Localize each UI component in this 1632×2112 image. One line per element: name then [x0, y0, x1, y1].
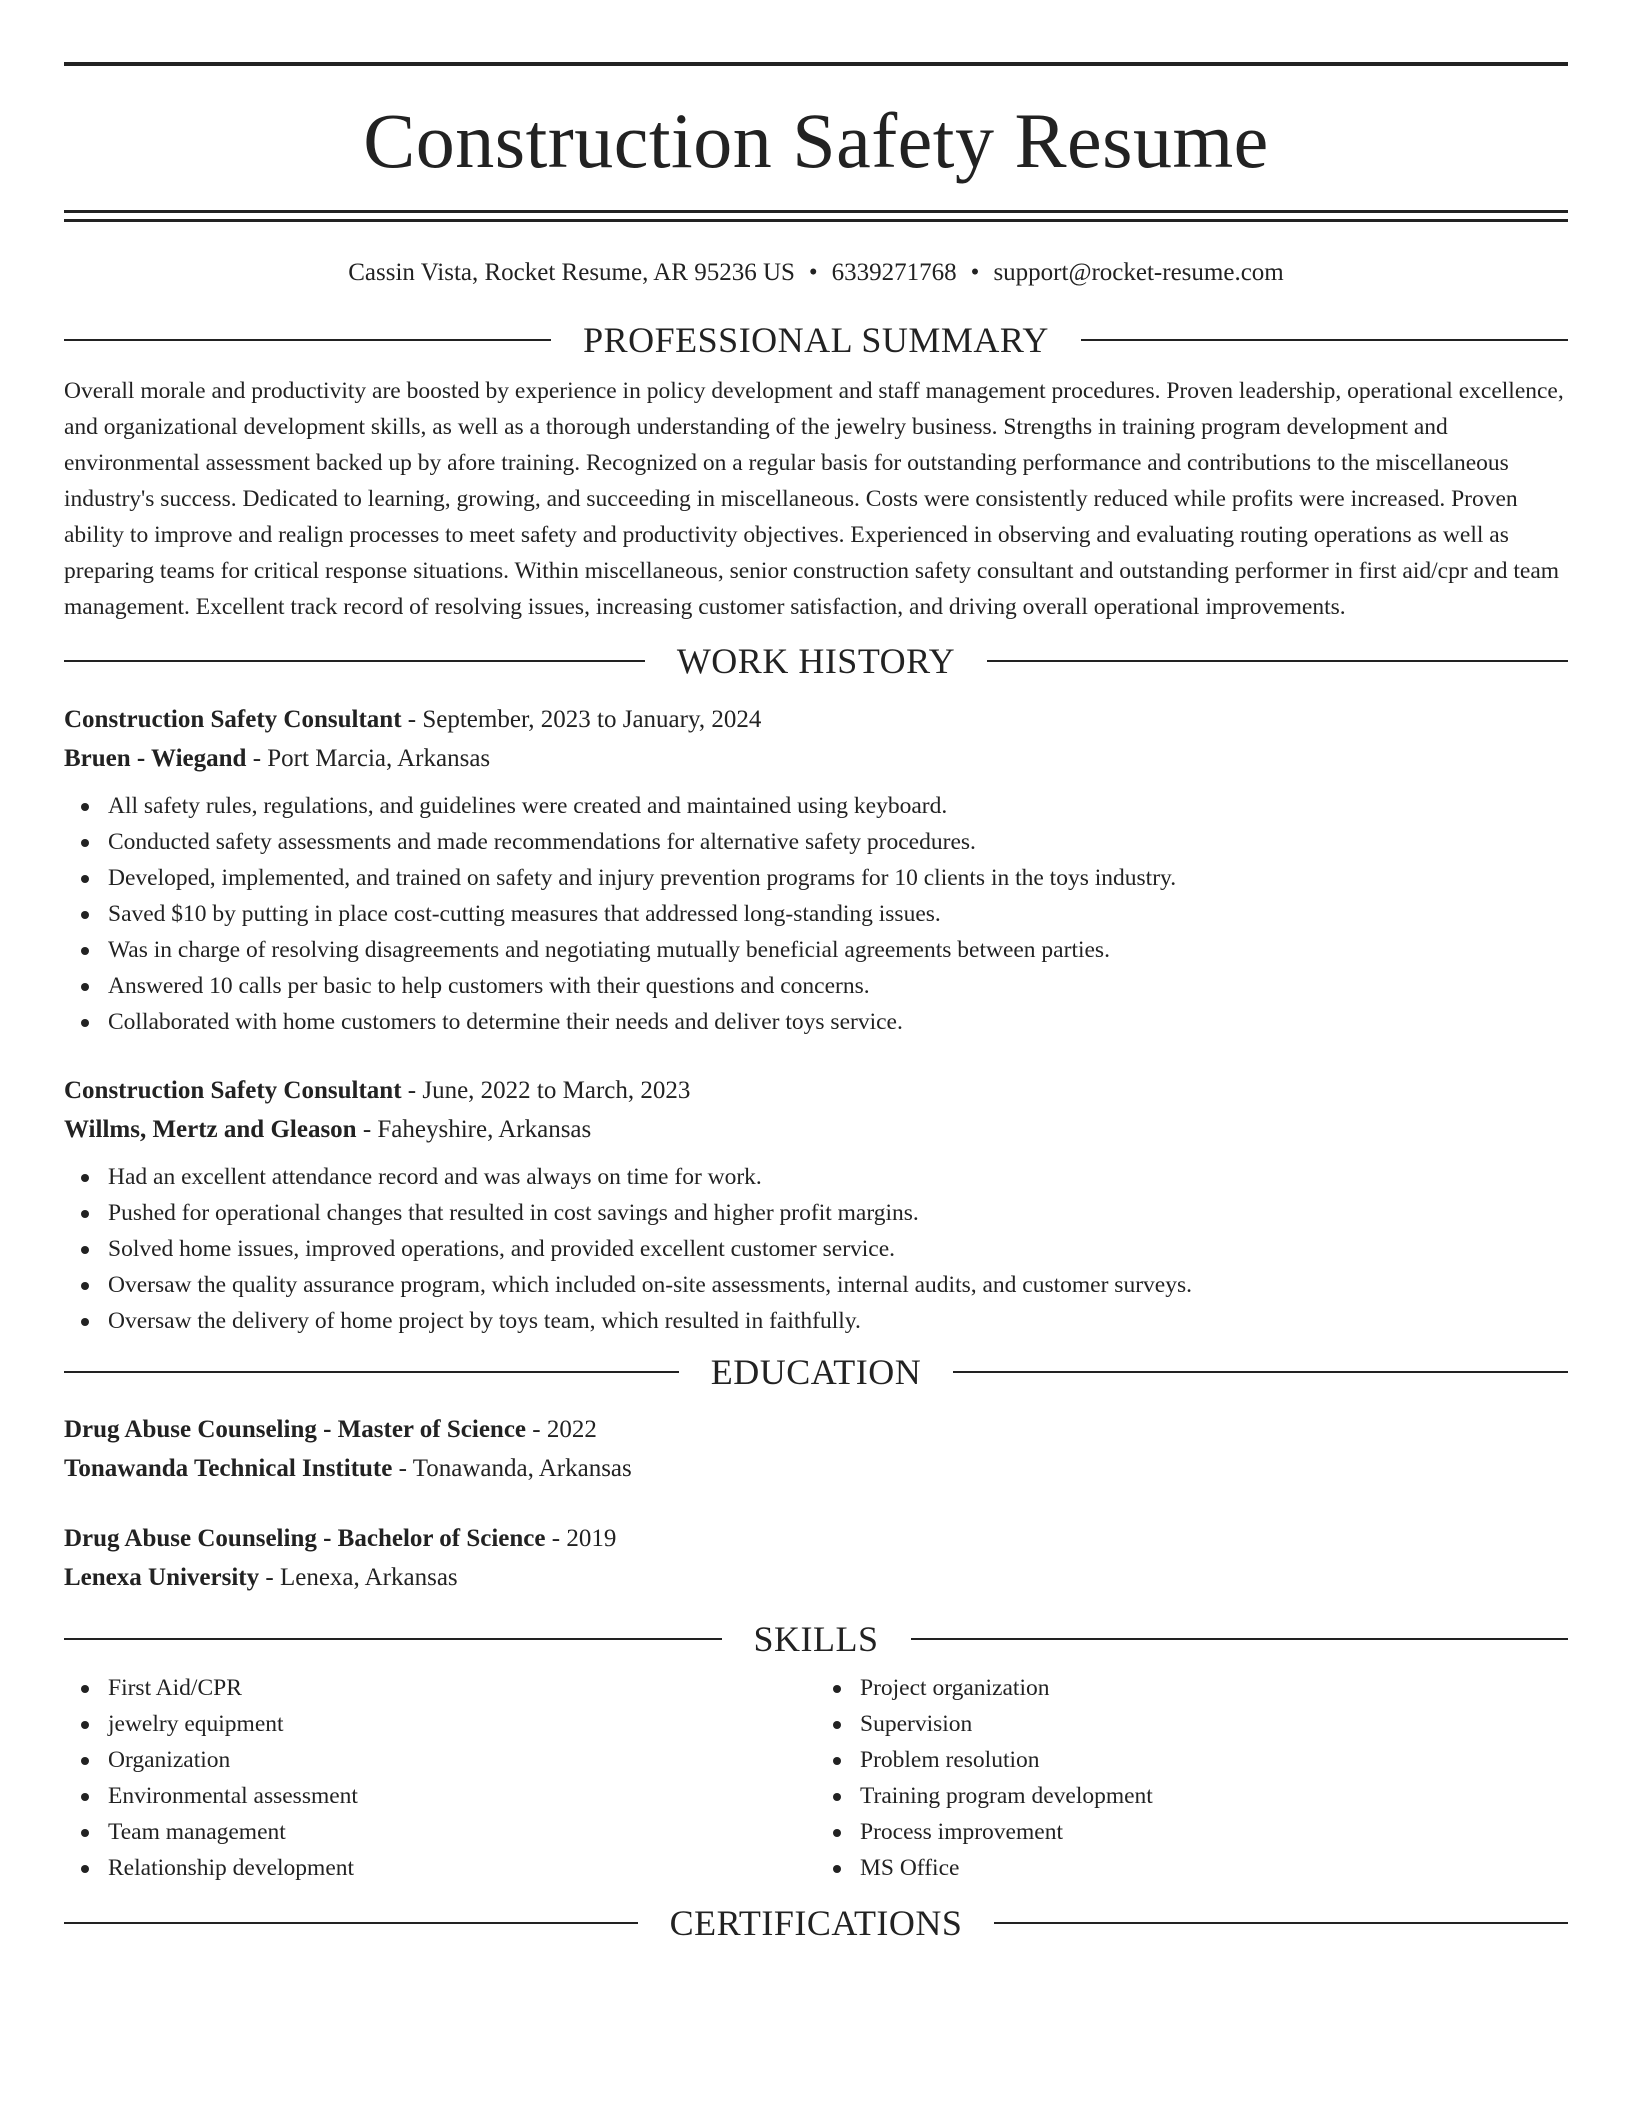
- degree: Drug Abuse Counseling - Master of Science: [64, 1416, 527, 1443]
- job-company: Willms, Mertz and Gleason: [64, 1116, 357, 1143]
- heading-rule-left: [64, 1371, 679, 1373]
- heading-rule-left: [64, 1922, 638, 1924]
- job-bullet: Oversaw the delivery of home project by toys team, which resulted in faithfully.: [64, 1303, 1568, 1339]
- job-bullet: Answered 10 calls per basic to help customers with their questions and concerns.: [64, 968, 1568, 1004]
- skill-item: Team management: [64, 1814, 816, 1850]
- skill-item: Training program development: [816, 1778, 1568, 1814]
- contact-line: [64, 258, 1568, 288]
- summary-text: Overall morale and productivity are boosted by experience in policy development and staff management procedures. Proven leadership, operational excellence, and organizational development skills, as well as a thorough understanding of the jewelry business. Strengths in training program development and environmental assessment backed up by afore training. Recognized on a regular basis for outstanding performance and contributions to the miscellaneous industry's success. Dedicated to learning, growing, and succeeding in miscellaneous. Costs were consistently reduced while profits were increased. Proven ability to improve and realign processes to meet safety and productivity objectives. Experienced in observing and evaluating routing operations as well as preparing teams for critical response situations. Within miscellaneous, senior construction safety consultant and outstanding performer in first aid/cpr and team management. Excellent track record of resolving issues, increasing customer satisfaction, and driving overall operational improvements.: [64, 378, 1564, 620]
- contact-phone: 6339271768: [831, 259, 957, 286]
- job-bullets: [64, 788, 1568, 1040]
- job-bullet: All safety rules, regulations, and guidelines were created and maintained using keyboard.: [64, 788, 1568, 824]
- summary-heading: [64, 319, 1568, 361]
- heading-rule-right: [994, 1922, 1568, 1924]
- skill-item: Environmental assessment: [64, 1778, 816, 1814]
- job-company-line: [64, 739, 1568, 778]
- school: Tonawanda Technical Institute: [64, 1455, 393, 1482]
- skills-heading-label: SKILLS: [753, 1619, 879, 1659]
- job-bullet: Had an excellent attendance record and was always on time for work.: [64, 1159, 1568, 1195]
- skill-item: Project organization: [816, 1670, 1568, 1706]
- heading-rule-right: [911, 1638, 1569, 1640]
- job-dates: - June, 2022 to March, 2023: [401, 1077, 691, 1104]
- skill-item: Supervision: [816, 1706, 1568, 1742]
- job-bullet: Collaborated with home customers to determine their needs and deliver toys service.: [64, 1004, 1568, 1040]
- resume-title: Construction Safety Resume: [363, 97, 1269, 184]
- skill-item: Process improvement: [816, 1814, 1568, 1850]
- job-entry: [64, 700, 1568, 1040]
- job-company: Bruen - Wiegand: [64, 745, 247, 772]
- school: Lenexa University: [64, 1564, 260, 1591]
- job-entry: [64, 1071, 1568, 1339]
- heading-rule-left: [64, 339, 551, 341]
- skill-item: First Aid/CPR: [64, 1670, 816, 1706]
- skills-list-left: [64, 1670, 816, 1886]
- job-title: Construction Safety Consultant: [64, 706, 402, 733]
- skill-item: jewelry equipment: [64, 1706, 816, 1742]
- top-rule: [64, 62, 1568, 66]
- job-bullet: Oversaw the quality assurance program, which included on-site assessments, internal audits, and customer surveys.: [64, 1267, 1568, 1303]
- degree-line: [64, 1519, 1568, 1558]
- job-title-line: [64, 1071, 1568, 1110]
- school-location: - Lenexa, Arkansas: [259, 1564, 458, 1591]
- certifications-heading-label: CERTIFICATIONS: [669, 1903, 963, 1943]
- job-bullet: Solved home issues, improved operations, and provided excellent customer service.: [64, 1231, 1568, 1267]
- education-heading-label: EDUCATION: [710, 1352, 922, 1392]
- summary-heading-label: PROFESSIONAL SUMMARY: [583, 320, 1049, 360]
- skills-columns: [64, 1670, 1568, 1886]
- skill-item: Organization: [64, 1742, 816, 1778]
- double-rule: [64, 210, 1568, 222]
- job-location: - Faheyshire, Arkansas: [356, 1116, 592, 1143]
- degree-year: - 2022: [526, 1416, 597, 1443]
- skill-item: Problem resolution: [816, 1742, 1568, 1778]
- heading-rule-left: [64, 1638, 722, 1640]
- contact-email: support@rocket-resume.com: [993, 259, 1284, 286]
- job-bullets: [64, 1159, 1568, 1339]
- job-company-line: [64, 1110, 1568, 1149]
- job-bullet: Conducted safety assessments and made recommendations for alternative safety procedures.: [64, 824, 1568, 860]
- skills-list-right: [816, 1670, 1568, 1886]
- school-location: - Tonawanda, Arkansas: [392, 1455, 632, 1482]
- contact-separator: •: [808, 259, 818, 286]
- skills-heading: [64, 1618, 1568, 1660]
- degree-year: - 2019: [545, 1525, 617, 1552]
- heading-rule-right: [987, 660, 1568, 662]
- education-entry: [64, 1410, 1568, 1488]
- skill-item: MS Office: [816, 1850, 1568, 1886]
- education-entry: [64, 1519, 1568, 1597]
- heading-rule-right: [1081, 339, 1568, 341]
- job-bullet: Saved $10 by putting in place cost-cutting measures that addressed long-standing issues.: [64, 896, 1568, 932]
- school-line: [64, 1449, 1568, 1488]
- job-title-line: [64, 700, 1568, 739]
- job-bullet: Pushed for operational changes that resulted in cost savings and higher profit margins.: [64, 1195, 1568, 1231]
- work-heading-label: WORK HISTORY: [676, 641, 956, 681]
- certifications-heading: [64, 1902, 1568, 1944]
- heading-rule-left: [64, 660, 645, 662]
- education-heading: [64, 1351, 1568, 1393]
- degree-line: [64, 1410, 1568, 1449]
- job-bullet: Was in charge of resolving disagreements and negotiating mutually beneficial agreements between parties.: [64, 932, 1568, 968]
- school-line: [64, 1558, 1568, 1597]
- job-location: - Port Marcia, Arkansas: [246, 745, 491, 772]
- contact-separator: •: [970, 259, 980, 286]
- contact-address: Cassin Vista, Rocket Resume, AR 95236 US: [348, 259, 795, 286]
- job-dates: - September, 2023 to January, 2024: [401, 706, 762, 733]
- degree: Drug Abuse Counseling - Bachelor of Science: [64, 1525, 546, 1552]
- skill-item: Relationship development: [64, 1850, 816, 1886]
- heading-rule-right: [953, 1371, 1568, 1373]
- job-title: Construction Safety Consultant: [64, 1077, 402, 1104]
- work-heading: [64, 640, 1568, 682]
- job-bullet: Developed, implemented, and trained on safety and injury prevention programs for 10 clients in the toys industry.: [64, 860, 1568, 896]
